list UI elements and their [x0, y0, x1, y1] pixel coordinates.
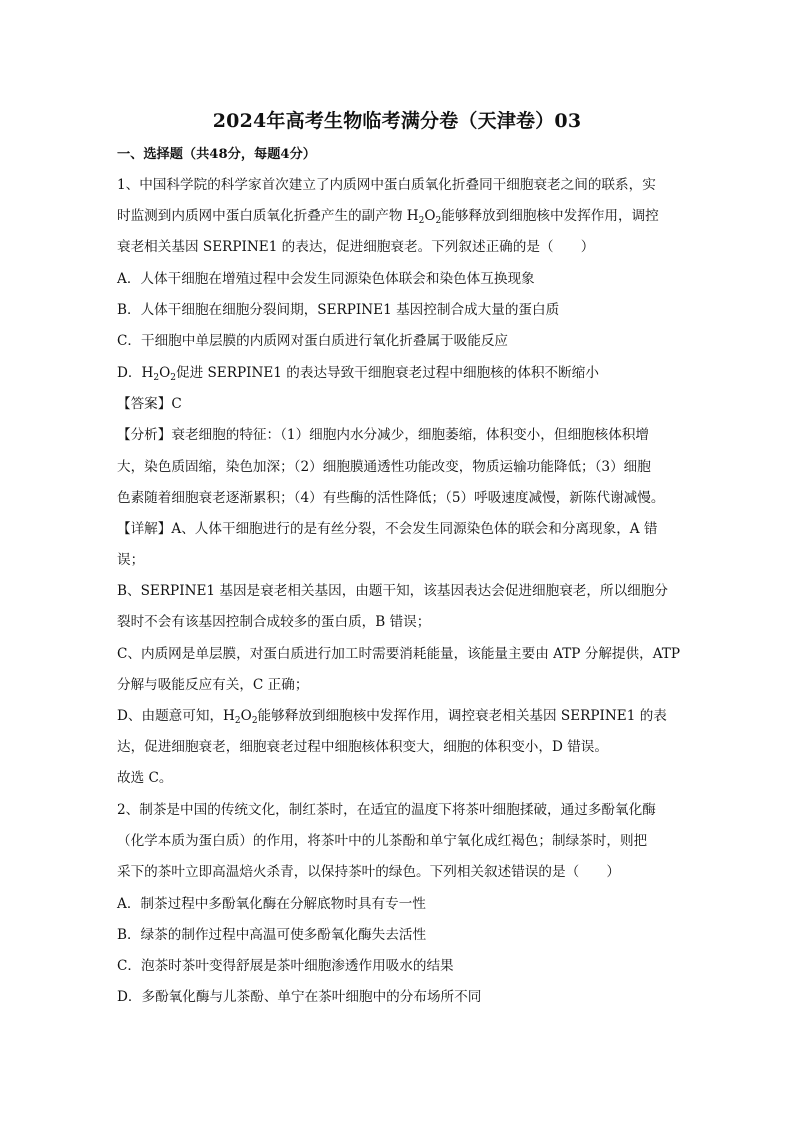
q1-detail-line-6: 分解与吸能反应有关，C 正确；	[117, 677, 309, 693]
q2-stem-line-1: 2、制茶是中国的传统文化，制红茶时，在适宜的温度下将茶叶细胞揉破，通过多酚氧化酶	[117, 802, 656, 818]
q1-answer: 【答案】C	[117, 396, 182, 412]
q1-stem-line-3: 衰老相关基因 SERPINE1 的表达，促进细胞衰老。下列叙述正确的是（ ）	[117, 239, 595, 255]
q1-analysis-line-1: 【分析】衰老细胞的特征：（1）细胞内水分减少，细胞萎缩，体积变小，但细胞核体积增	[117, 427, 650, 443]
q2-option-d: D．多酚氧化酶与儿茶酚、单宁在茶叶细胞中的分布场所不同	[117, 989, 482, 1005]
page-title: 2024年高考生物临考满分卷（天津卷）03	[212, 110, 582, 132]
q1-detail-line-9: 故选 C。	[117, 770, 173, 786]
q1-stem-line-1: 1、中国科学院的科学家首次建立了内质网中蛋白质氧化折叠同干细胞衰老之间的联系，实	[117, 177, 656, 193]
q1-option-d: D．$H_2O_2$促进 SERPINE1 的表达导致干细胞衰老过程中细胞核的体积不断缩小	[117, 365, 599, 383]
q1-detail-line-8: 达，促进细胞衰老，细胞衰老过程中细胞核体积变大，细胞的体积变小，D 错误。	[117, 739, 608, 755]
q1-detail-line-3: B、SERPINE1 基因是衰老相关基因，由题干知，该基因表达会促进细胞衰老，所以细胞分	[117, 583, 668, 599]
q2-option-c: C．泡茶时茶叶变得舒展是茶叶细胞渗透作用吸水的结果	[117, 958, 454, 974]
q1-option-c: C．干细胞中单层膜的内质网对蛋白质进行氧化折叠属于吸能反应	[117, 333, 509, 349]
q1-stem-line-2: 时监测到内质网中蛋白质氧化折叠产生的副产物 $H_2O_2$能够释放到细胞核中发挥作用，调控	[117, 208, 659, 226]
q1-analysis-line-3: 色素随着细胞衰老逐渐累积；（4）有些酶的活性降低；（5）呼吸速度减慢，新陈代谢减慢。	[117, 490, 665, 506]
q2-stem-line-3: 采下的茶叶立即高温焙火杀青，以保持茶叶的绿色。下列相关叙述错误的是（ ）	[117, 864, 620, 880]
q2-stem-line-2: （化学本质为蛋白质）的作用，将茶叶中的儿茶酚和单宁氧化成红褐色；制绿茶时，则把	[117, 833, 648, 849]
q1-detail-line-7: D、由题意可知，$H_2O_2$能够释放到细胞核中发挥作用，调控衰老相关基因 SERPINE1 的表	[117, 708, 667, 726]
q1-detail-line-1: 【详解】A、人体干细胞进行的是有丝分裂，不会发生同源染色体的联会和分离现象，A 错	[117, 521, 658, 537]
q1-option-a: A．人体干细胞在增殖过程中会发生同源染色体联会和染色体互换现象	[117, 271, 535, 287]
q2-option-a: A．制茶过程中多酚氧化酶在分解底物时具有专一性	[117, 896, 426, 912]
q1-detail-line-5: C、内质网是单层膜，对蛋白质进行加工时需要消耗能量，该能量主要由 ATP 分解提供，ATP	[117, 646, 680, 662]
q1-detail-line-4: 裂时不会有该基因控制合成较多的蛋白质，B 错误；	[117, 614, 431, 630]
q1-analysis-line-2: 大，染色质固缩，染色加深；（2）细胞膜通透性功能改变，物质运输功能降低；（3）细胞	[117, 459, 651, 475]
q1-option-b: B．人体干细胞在细胞分裂间期，SERPINE1 基因控制合成大量的蛋白质	[117, 302, 560, 318]
q1-detail-line-2: 误；	[117, 552, 145, 568]
q2-option-b: B．绿茶的制作过程中高温可使多酚氧化酶失去活性	[117, 927, 427, 943]
section-heading: 一、选择题（共48分，每题4分）	[117, 147, 316, 162]
